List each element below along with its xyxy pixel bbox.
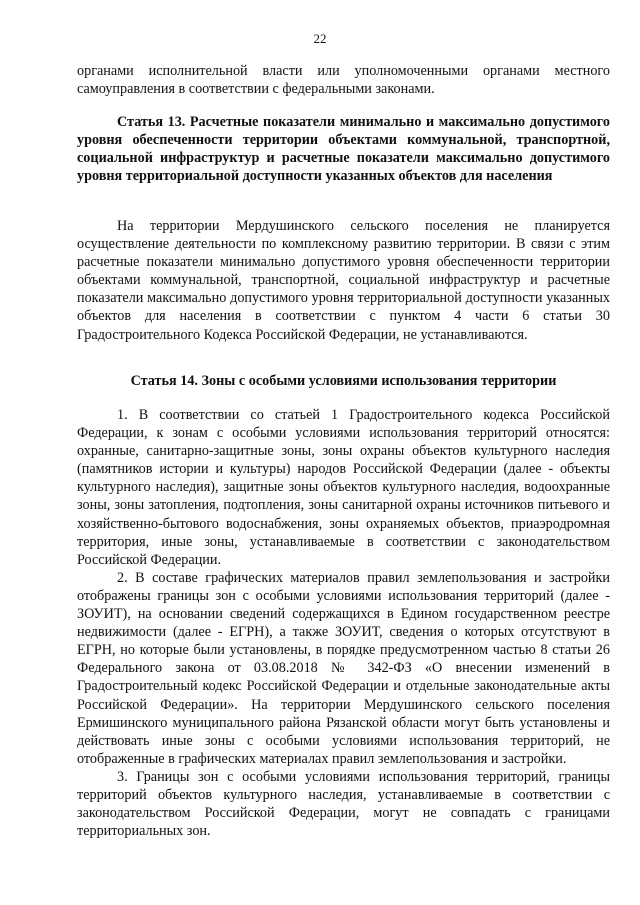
intro-paragraph: органами исполнительной власти или уполномоченными органами местного самоуправления в соответствии с федеральными законами. (77, 63, 610, 98)
article-14-paragraph-2: 2. В составе графических материалов правил землепользования и застройки отображены границы зон с особыми условиями использования территорий (далее - ЗОУИТ), на основании сведений содержащихся в Едином государственном реестре недвижимости (далее - ЕГРН), а также ЗОУИТ, сведения о которых отсутствуют в ЕГРН, но которые были установлены, в порядке предусмотренном частью 8 статьи 26 Федерального закона от 03.08.2018 № 342-ФЗ «О внесении изменений в Градостроительный кодекс Российской Федерации и отдельные законодательные акты Российской Федерации». На территории Мердушинского сельского поселения Ермишинского муниципального района Рязанской области могут быть установлены и действовать иные зоны с особыми условиями использования территорий, не отображенные в графических материалах правил землепользования и застройки. (77, 569, 610, 767)
article-13-heading-block (77, 113, 610, 185)
article-14-paragraph-3: 3. Границы зон с особыми условиями использования территорий, границы территорий объектов культурного наследия, устанавливаемые в соответствии с законодательством Российской Федерации, могут не совпадать с границами территориальных зон. (77, 768, 610, 840)
intro-paragraph-block (77, 62, 610, 98)
article-14-paragraph-1: 1. В соответствии со статьей 1 Градостроительного кодекса Российской Федерации, к зонам с особыми условиями использования территорий относятся: охранные, санитарно-защитные зоны, зоны охраны объектов культурного наследия (памятников истории и культуры) народов Российской Федерации (далее - объекты культурного наследия), защитные зоны объектов культурного наследия, водоохранные зоны, зоны затопления, подтопления, зоны санитарной охраны источников питьевого и хозяйственно-бытового водоснабжения, зоны охраняемых объектов, приаэродромная территория, иные зоны, устанавливаемые в соответствии с законодательством Российской Федерации. (77, 407, 610, 568)
article-14-body-block (77, 406, 610, 840)
article-13-paragraph: На территории Мердушинского сельского поселения не планируется осуществление деятельности по комплексному развитию территории. В связи с этим расчетные показатели минимально допустимого уровня обеспеченности территории объектами коммунальной, транспортной, социальной инфраструктур и расчетные показатели максимально допустимого уровня территориальной доступности указанных объектов для населения в соответствии с пунктом 4 части 6 статьи 30 Градостроительного Кодекса Российской Федерации, не устанавливаются. (77, 218, 610, 343)
article-14-heading: Статья 14. Зоны с особыми условиями использования территории (130, 373, 557, 389)
article-13-body-block (77, 217, 610, 344)
article-14-heading-block (77, 372, 610, 390)
article-13-heading: Статья 13. Расчетные показатели минимально и максимально допустимого уровня обеспеченности территории объектами коммунальной, транспортной, социальной инфраструктур и расчетные показатели максимально допустимого уровня территориальной доступности указанных объектов для населения (77, 114, 610, 185)
page-number: 22 (313, 31, 327, 46)
